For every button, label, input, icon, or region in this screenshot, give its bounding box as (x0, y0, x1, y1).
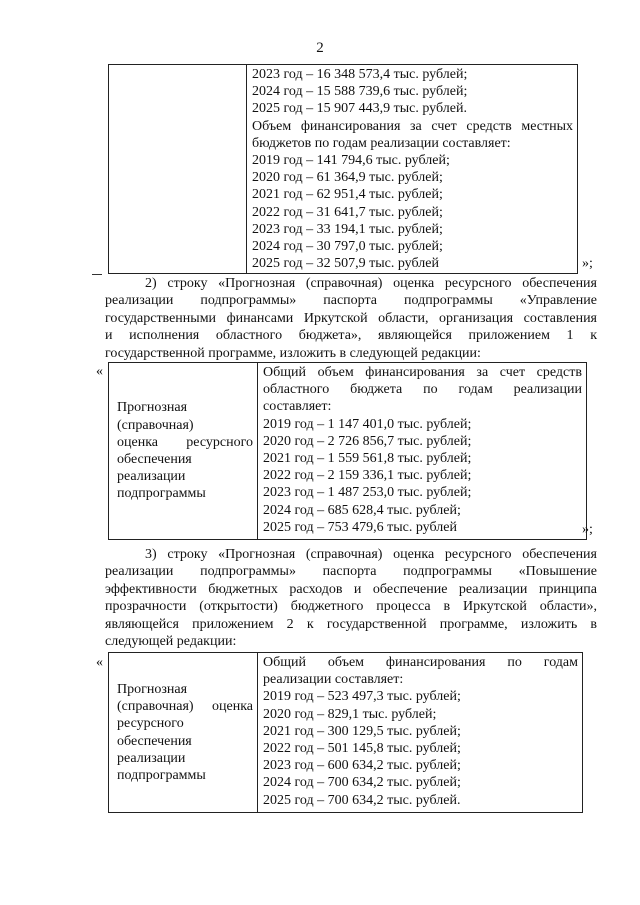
text-line: составляет: (263, 399, 332, 415)
para-line: 3) строку «Прогнозная (справочная) оценка ресурсного обеспечения (145, 547, 597, 562)
text-line: 2023 год – 1 487 253,0 тыс. рублей; (263, 485, 472, 501)
paragraph-2 (105, 275, 597, 362)
label-line: обеспечения (117, 733, 192, 749)
label-line: (справочная) оценка (117, 699, 253, 715)
text-line: бюджетов по годам реализации составляет: (252, 135, 511, 151)
text-line: 2020 год – 61 364,9 тыс. рублей; (252, 170, 443, 186)
text-line: Общий объем финансирования за счет средств (263, 365, 582, 380)
label-line: ресурсного (117, 716, 184, 732)
text-line: 2022 год – 2 159 336,1 тыс. рублей; (263, 468, 472, 484)
text-line: 2020 год – 2 726 856,7 тыс. рублей; (263, 433, 472, 449)
text-line: 2025 год – 15 907 443,9 тыс. рублей. (252, 101, 467, 117)
text-line: 2023 год – 600 634,2 тыс. рублей; (263, 758, 461, 774)
passport-table-2 (108, 362, 587, 540)
text-line: 2024 год – 30 797,0 тыс. рублей; (252, 239, 443, 255)
text-line: 2021 год – 300 129,5 тыс. рублей; (263, 723, 461, 739)
label-line: подпрограммы (117, 486, 206, 502)
value-cell (258, 363, 587, 540)
text-line: 2021 год – 62 951,4 тыс. рублей; (252, 187, 443, 203)
para-line: являющейся приложением 2 к государственной программе, изложить в (105, 616, 597, 632)
para-line: и исполнения областного бюджета», являющейся приложением 1 к (105, 328, 597, 344)
text-line: Объем финансирования за счет средств местных (252, 118, 573, 134)
closing-quote-mark: »; (582, 522, 593, 537)
text-line: 2023 год – 33 194,1 тыс. рублей; (252, 221, 443, 237)
row-label-cell (109, 653, 258, 813)
text-line: 2024 год – 700 634,2 тыс. рублей; (263, 775, 461, 791)
opening-quote-mark: « (96, 364, 103, 379)
margin-dash (92, 274, 102, 275)
text-line: 2021 год – 1 559 561,8 тыс. рублей; (263, 451, 472, 467)
text-line: 2024 год – 15 588 739,6 тыс. рублей; (252, 84, 468, 100)
para-line: эффективности бюджетных расходов и обеспечение реализации принципа (105, 581, 597, 597)
passport-table-3 (108, 652, 583, 813)
paragraph-3 (105, 546, 597, 650)
para-line: реализации подпрограммы» паспорта подпрограммы «Управление (105, 293, 597, 309)
label-line: реализации (117, 750, 186, 766)
closing-quote-mark: »; (582, 256, 593, 271)
para-line: государственными финансами Иркутской области, организация составления (105, 310, 597, 326)
text-line: 2024 год – 685 628,4 тыс. рублей; (263, 502, 461, 518)
text-line: 2023 год – 16 348 573,4 тыс. рублей; (252, 67, 468, 82)
para-line: 2) строку «Прогнозная (справочная) оценка ресурсного обеспечения (145, 276, 597, 291)
text-line: 2019 год – 523 497,3 тыс. рублей; (263, 689, 461, 705)
label-cell-empty (109, 65, 247, 274)
row-label-cell (109, 363, 258, 540)
label-line: оценка ресурсного (117, 434, 253, 450)
label-line: Прогнозная (117, 400, 188, 416)
opening-quote-mark: « (96, 655, 103, 670)
text-line: 2022 год – 501 145,8 тыс. рублей; (263, 741, 461, 757)
label-line: обеспечения (117, 452, 192, 467)
value-cell (247, 65, 578, 274)
label-line: (справочная) (117, 417, 194, 433)
text-line: 2019 год – 141 794,6 тыс. рублей; (252, 153, 450, 169)
text-line: 2025 год – 32 507,9 тыс. рублей (252, 256, 439, 272)
para-line: государственной программе, изложить в следующей редакции: (105, 345, 481, 361)
page-number: 2 (316, 40, 324, 56)
passport-table-1 (108, 64, 578, 274)
para-line: реализации подпрограммы» паспорта подпрограммы «Повышение (105, 564, 597, 580)
label-line: реализации (117, 469, 186, 485)
text-line: 2022 год – 31 641,7 тыс. рублей; (252, 204, 443, 220)
text-line: областного бюджета по годам реализации (263, 382, 582, 398)
text-line: 2019 год – 1 147 401,0 тыс. рублей; (263, 416, 472, 432)
text-line: реализации составляет: (263, 672, 404, 688)
label-line: Прогнозная (117, 681, 188, 697)
text-line: Общий объем финансирования по годам (263, 655, 578, 670)
text-line: 2025 год – 700 634,2 тыс. рублей. (263, 792, 461, 808)
para-line: следующей редакции: (105, 634, 237, 650)
value-cell (258, 653, 583, 813)
text-line: 2025 год – 753 479,6 тыс. рублей (263, 519, 457, 535)
label-line: подпрограммы (117, 767, 206, 783)
para-line: прозрачности (открытости) бюджетного процесса в Иркутской области», (105, 599, 597, 615)
text-line: 2020 год – 829,1 тыс. рублей; (263, 706, 437, 722)
